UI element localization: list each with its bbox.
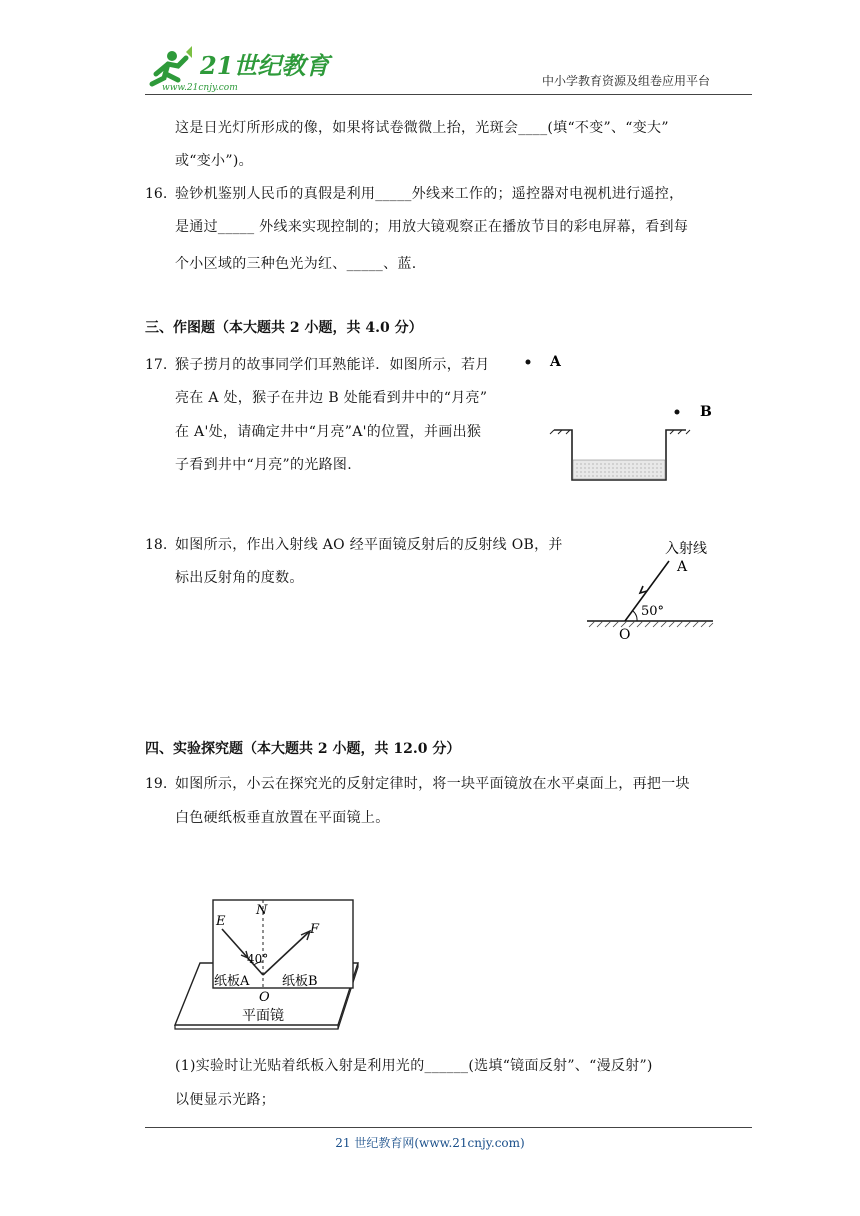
fig-label-n: N [256, 903, 268, 918]
q15-line-1: 这是日光灯所形成的像，如果将试卷微微上抬，光斑会____(填“不变”、“变大” [175, 120, 669, 136]
runner-icon [152, 46, 192, 84]
logo-main-text: 21世纪教育 [200, 51, 330, 80]
q18-line-1: 如图所示，作出入射线 AO 经平面镜反射后的反射线 OB，并 [175, 537, 563, 553]
fig-board-a-label: 纸板A [214, 974, 250, 989]
fig-label-a: A [677, 559, 688, 575]
q19-number: 19. [145, 776, 168, 792]
fig-angle-label: 40° [247, 952, 269, 966]
ray-arrow-icon [640, 586, 647, 593]
moon-point-a [526, 360, 531, 365]
footer-divider [145, 1127, 752, 1128]
q17-line-1: 猴子捞月的故事同学们耳熟能详．如图所示，若月 [175, 357, 490, 373]
q19-reflection-figure [170, 895, 365, 1030]
well-water [573, 460, 665, 479]
q19-line-1: 如图所示，小云在探究光的反射定律时，将一块平面镜放在水平桌面上，再把一块 [175, 776, 690, 792]
q16-line-3: 个小区域的三种色光为红、_____、蓝. [175, 256, 417, 272]
fig-label-incident-ray: 入射线 [665, 541, 707, 557]
q18-line-2: 标出反射角的度数。 [175, 570, 304, 586]
fig-label-f: F [310, 922, 320, 937]
footer-link[interactable]: 21 世纪教育网(www.21cnjy.com) [335, 1136, 525, 1150]
fig-mirror-label: 平面镜 [242, 1008, 284, 1024]
fig-label-o: O [259, 990, 270, 1005]
fig-board-b-label: 纸板B [282, 974, 318, 989]
site-logo [142, 44, 330, 93]
fig-label-e: E [216, 914, 226, 929]
q17-line-4: 子看到井中“月亮”的光路图. [175, 457, 352, 473]
q17-well-figure [520, 348, 720, 488]
q17-number: 17. [145, 357, 168, 373]
q19-line-2: 白色硬纸板垂直放置在平面镜上。 [175, 810, 390, 826]
q17-line-2: 亮在 A 处，猴子在井边 B 处能看到井中的“月亮” [175, 390, 488, 406]
q17-line-3: 在 A'处，请确定井中“月亮”A'的位置，并画出猴 [175, 424, 482, 440]
q18-mirror-figure [585, 535, 720, 645]
q16-line-1: 验钞机鉴别人民币的真假是利用_____外线来工作的；遥控器对电视机进行遥控， [175, 186, 684, 202]
section-3-title: 三、作图题（本大题共 2 小题，共 4.0 分） [145, 320, 423, 336]
header-divider [145, 94, 752, 95]
q16-number: 16. [145, 186, 168, 202]
section-4-title: 四、实验探究题（本大题共 2 小题，共 12.0 分） [145, 741, 461, 757]
header-platform-text: 中小学教育资源及组卷应用平台 [541, 74, 710, 88]
q15-line-2: 或“变小”)。 [175, 153, 253, 169]
q19-sub1-line-2: 以便显示光路； [175, 1092, 276, 1108]
q18-number: 18. [145, 537, 168, 553]
q19-sub1-line-1: (1)实验时让光贴着纸板入射是利用光的______(选填“镜面反射”、“漫反射”) [175, 1058, 653, 1074]
fig-angle-label: 50° [641, 604, 665, 619]
fig-label-a: A [550, 354, 561, 370]
monkey-point-b [675, 410, 680, 415]
q16-line-2: 是通过_____ 外线来实现控制的；用放大镜观察正在播放节目的彩电屏幕，看到每 [175, 219, 689, 235]
logo-url-text: www.21cnjy.com [162, 83, 238, 93]
fig-label-o: O [619, 627, 631, 643]
fig-label-b: B [700, 404, 712, 420]
